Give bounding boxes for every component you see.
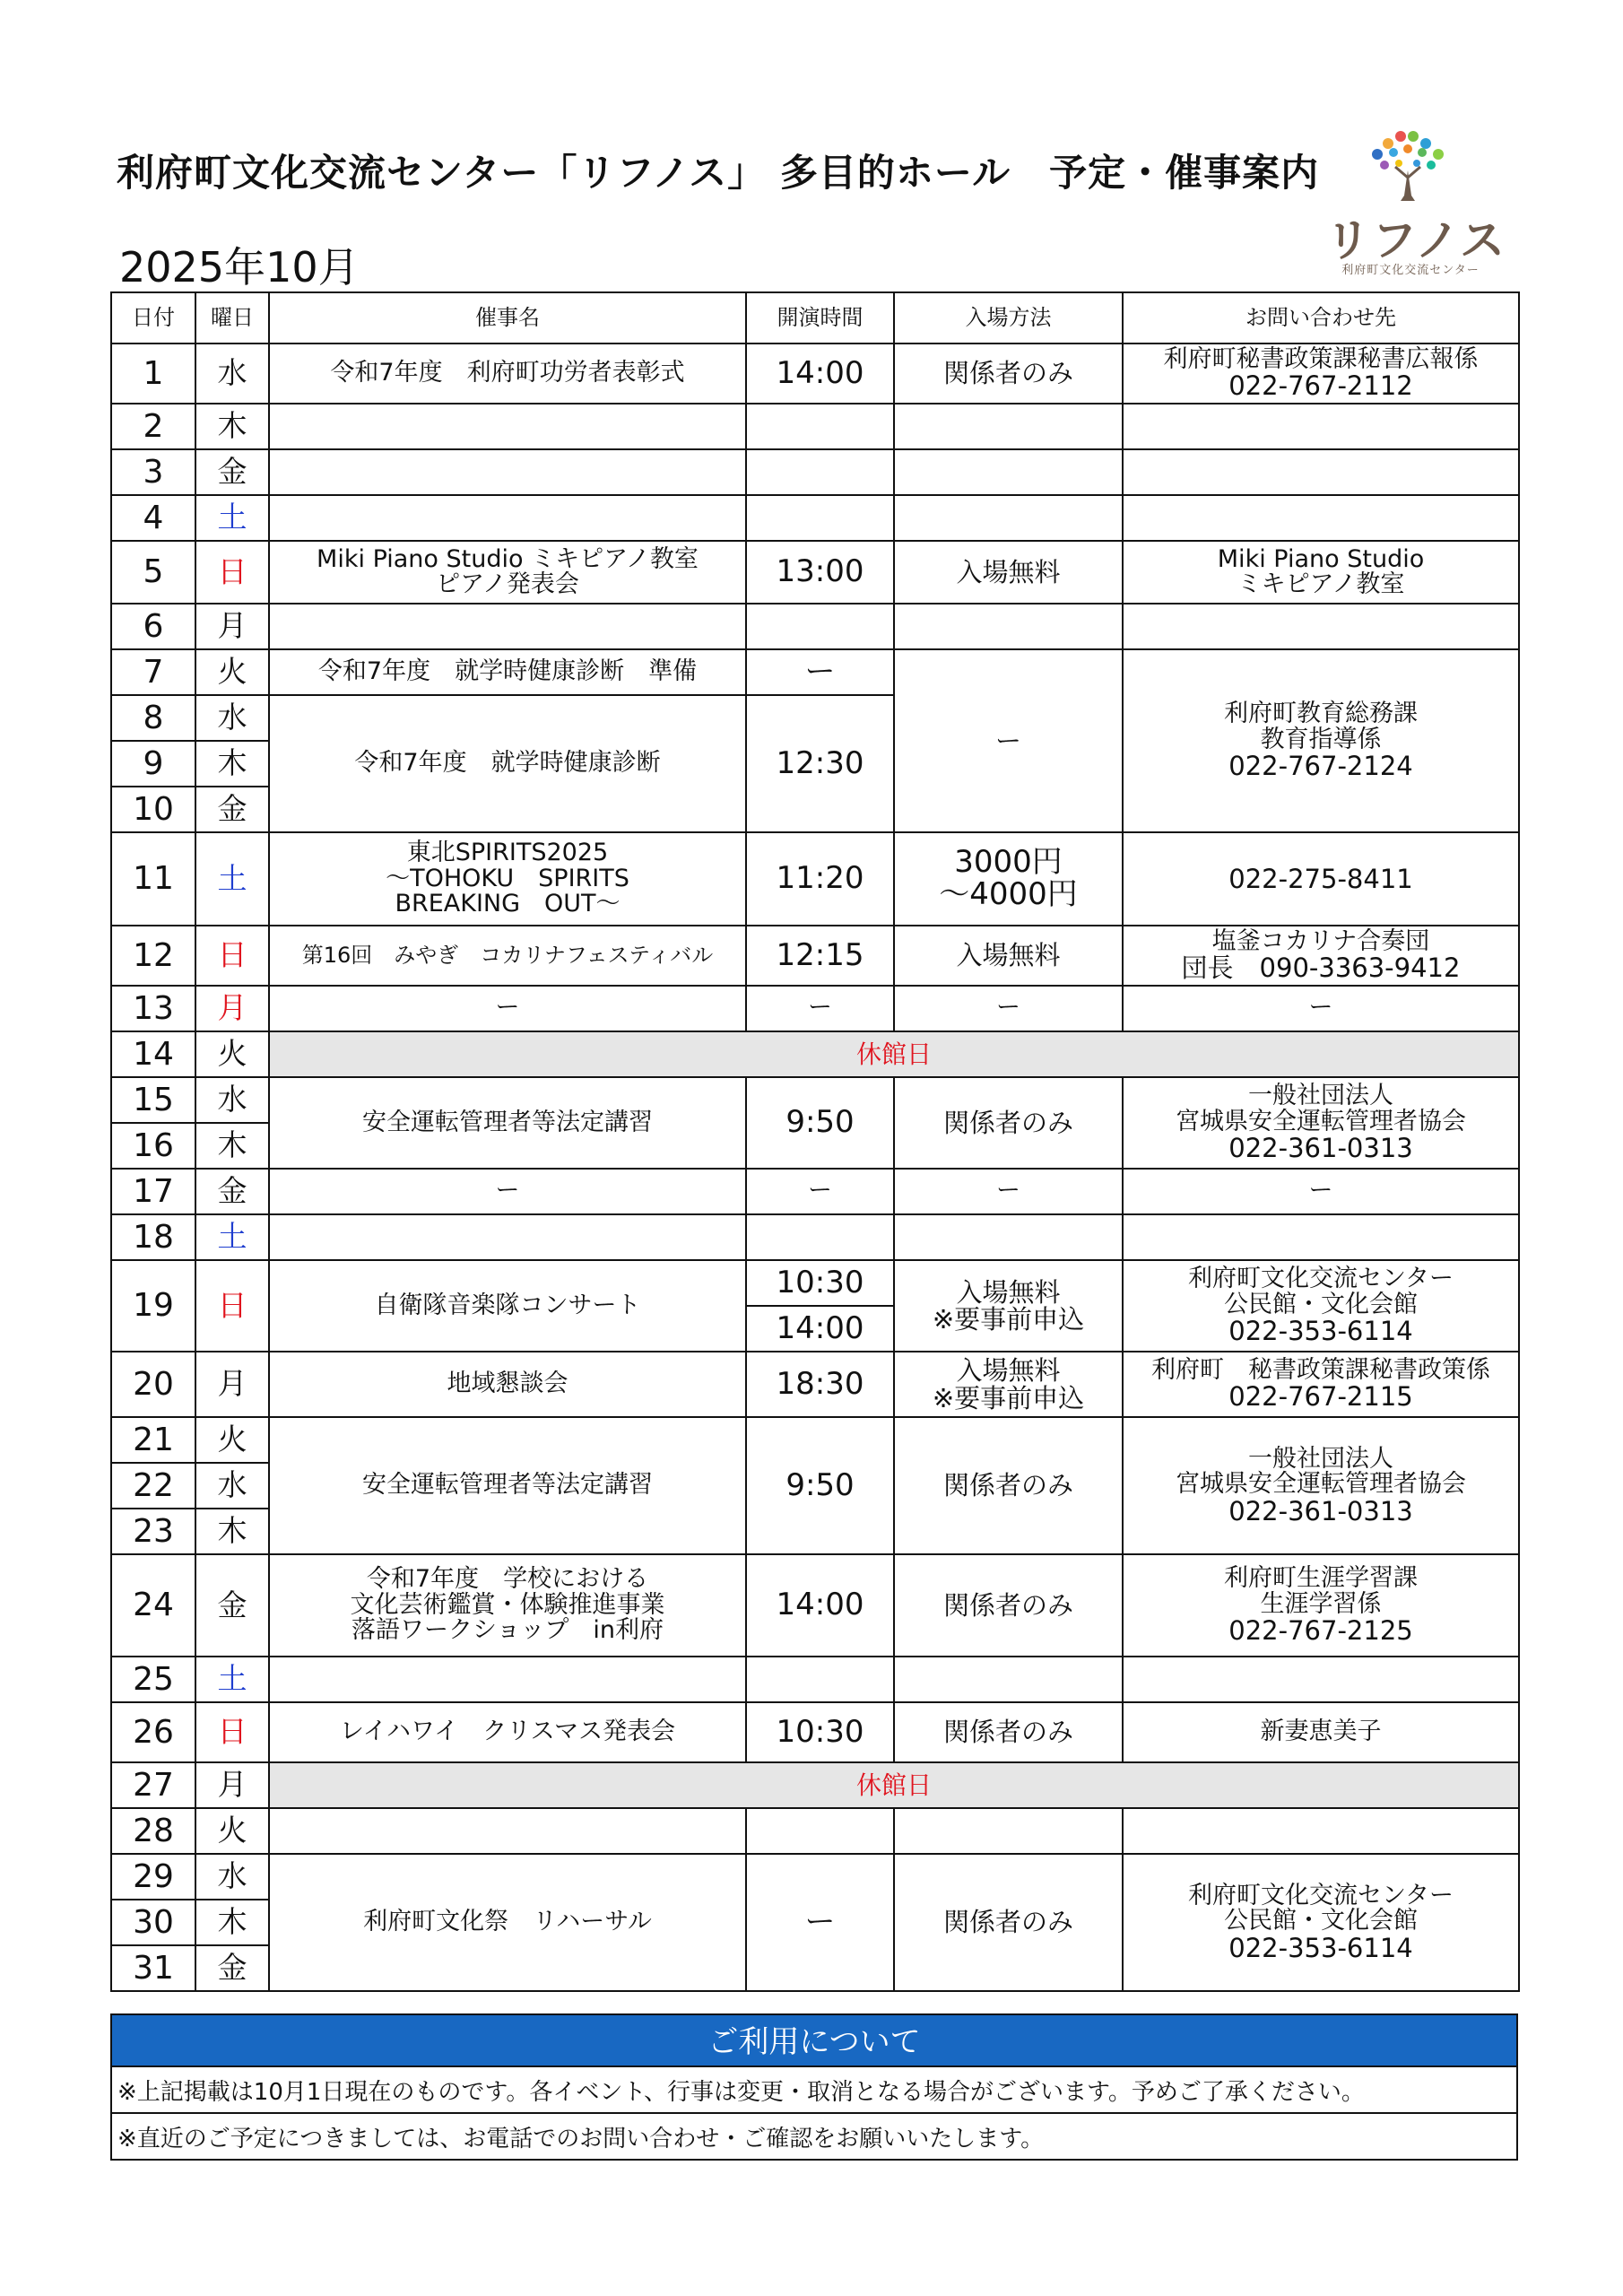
- day-number: 24: [111, 1554, 195, 1657]
- dash: ー: [269, 1169, 746, 1214]
- contact: 一般社団法人 宮城県安全運転管理者協会 022-361-0313: [1123, 1417, 1519, 1554]
- contact: 利府町教育総務課 教育指導係 022-767-2124: [1123, 649, 1519, 832]
- day-number: 2: [111, 404, 195, 449]
- dash: ー: [894, 986, 1123, 1031]
- table-row: [111, 926, 1519, 986]
- day-number: 28: [111, 1808, 195, 1854]
- contact: 塩釜コカリナ合奏団 団長 090-3363-9412: [1123, 926, 1519, 986]
- weekday: 金: [195, 449, 269, 495]
- month-label: 2025年10月: [119, 243, 360, 291]
- table-row: [111, 1417, 1519, 1463]
- event-name: Miki Piano Studio ミキピアノ教室 ピアノ発表会: [269, 541, 746, 604]
- table-row: [111, 1554, 1519, 1657]
- weekday: 土: [195, 832, 269, 926]
- day-number: 14: [111, 1031, 195, 1077]
- day-number: 19: [111, 1260, 195, 1352]
- day-number: 6: [111, 604, 195, 649]
- dash: ー: [269, 986, 746, 1031]
- col-entry: 入場方法: [894, 292, 1123, 344]
- weekday: 土: [195, 1657, 269, 1702]
- table-row: [111, 1077, 1519, 1123]
- table-row: [111, 404, 1519, 449]
- entry-method: ー: [894, 649, 1123, 832]
- entry-method: 関係者のみ: [894, 1854, 1123, 1991]
- table-header-row: [111, 292, 1519, 344]
- weekday: 水: [195, 695, 269, 741]
- dash: ー: [746, 986, 894, 1031]
- day-number: 4: [111, 495, 195, 541]
- weekday: 木: [195, 1509, 269, 1554]
- contact: 一般社団法人 宮城県安全運転管理者協会 022-361-0313: [1123, 1077, 1519, 1169]
- start-time: 9:50: [746, 1417, 894, 1554]
- table-row: [111, 344, 1519, 404]
- weekday: 金: [195, 787, 269, 832]
- entry-method: 入場無料 ※要事前申込: [894, 1260, 1123, 1352]
- contact: 新妻恵美子: [1123, 1702, 1519, 1762]
- weekday: 金: [195, 1945, 269, 1991]
- event-name: 令和7年度 就学時健康診断: [269, 695, 746, 832]
- event-name: 安全運転管理者等法定講習: [269, 1077, 746, 1169]
- day-number: 26: [111, 1702, 195, 1762]
- weekday: 木: [195, 1900, 269, 1945]
- table-row: [111, 604, 1519, 649]
- day-number: 1: [111, 344, 195, 404]
- start-time: 12:30: [746, 695, 894, 832]
- weekday: 木: [195, 404, 269, 449]
- page-title: 利府町文化交流センター「リフノス」 多目的ホール 予定・催事案内: [117, 151, 1320, 195]
- weekday: 火: [195, 1031, 269, 1077]
- start-time: ー: [746, 649, 894, 695]
- table-row: [111, 1762, 1519, 1808]
- logo-subtext: 利府町文化交流センター: [1341, 264, 1480, 277]
- event-name: 第16回 みやぎ コカリナフェスティバル: [269, 926, 746, 986]
- entry-method: 関係者のみ: [894, 1077, 1123, 1169]
- weekday: 日: [195, 926, 269, 986]
- day-number: 25: [111, 1657, 195, 1702]
- weekday: 水: [195, 1077, 269, 1123]
- table-row: [111, 495, 1519, 541]
- table-row: [111, 449, 1519, 495]
- col-time: 開演時間: [746, 292, 894, 344]
- contact: 利府町生涯学習課 生涯学習係 022-767-2125: [1123, 1554, 1519, 1657]
- start-time: 14:00: [746, 344, 894, 404]
- day-number: 29: [111, 1854, 195, 1900]
- weekday: 木: [195, 741, 269, 787]
- table-row: [111, 832, 1519, 926]
- entry-method: 関係者のみ: [894, 1702, 1123, 1762]
- contact: Miki Piano Studio ミキピアノ教室: [1123, 541, 1519, 604]
- weekday: 木: [195, 1123, 269, 1169]
- start-time: 18:30: [746, 1352, 894, 1417]
- table-row: [111, 1031, 1519, 1077]
- dash: ー: [894, 1169, 1123, 1214]
- day-number: 3: [111, 449, 195, 495]
- table-row: [111, 541, 1519, 604]
- dash: ー: [1123, 1169, 1519, 1214]
- day-number: 21: [111, 1417, 195, 1463]
- table-row: [111, 1169, 1519, 1214]
- day-number: 8: [111, 695, 195, 741]
- day-number: 17: [111, 1169, 195, 1214]
- entry-method: 関係者のみ: [894, 1554, 1123, 1657]
- day-number: 16: [111, 1123, 195, 1169]
- start-time: 14:00: [746, 1554, 894, 1657]
- table-row: [111, 1854, 1519, 1900]
- start-time: 10:30: [746, 1702, 894, 1762]
- entry-method: 関係者のみ: [894, 1417, 1123, 1554]
- entry-method: 3000円 ～4000円: [894, 832, 1123, 926]
- start-time: 12:15: [746, 926, 894, 986]
- day-number: 31: [111, 1945, 195, 1991]
- day-number: 10: [111, 787, 195, 832]
- col-date: 日付: [111, 292, 195, 344]
- entry-method: 入場無料: [894, 541, 1123, 604]
- entry-method: 入場無料 ※要事前申込: [894, 1352, 1123, 1417]
- event-name: 利府町文化祭 リハーサル: [269, 1854, 746, 1991]
- event-name: 地域懇談会: [269, 1352, 746, 1417]
- col-contact: お問い合わせ先: [1123, 292, 1519, 344]
- weekday: 金: [195, 1554, 269, 1657]
- weekday: 月: [195, 604, 269, 649]
- event-name: レイハワイ クリスマス発表会: [269, 1702, 746, 1762]
- start-time: 14:00: [746, 1306, 894, 1352]
- schedule-table: [110, 291, 1520, 1992]
- weekday: 火: [195, 1808, 269, 1854]
- day-number: 9: [111, 741, 195, 787]
- usage-heading: ご利用について: [110, 2013, 1518, 2067]
- day-number: 13: [111, 986, 195, 1031]
- weekday: 水: [195, 344, 269, 404]
- start-time: 10:30: [746, 1260, 894, 1306]
- event-name: 令和7年度 利府町功労者表彰式: [269, 344, 746, 404]
- day-number: 7: [111, 649, 195, 695]
- day-number: 22: [111, 1463, 195, 1509]
- weekday: 水: [195, 1854, 269, 1900]
- notice-2: ※直近のご予定につきましては、お電話でのお問い合わせ・ご確認をお願いいたします。: [110, 2114, 1518, 2161]
- start-time: 9:50: [746, 1077, 894, 1169]
- weekday: 月: [195, 1352, 269, 1417]
- weekday: 水: [195, 1463, 269, 1509]
- day-number: 15: [111, 1077, 195, 1123]
- contact: 利府町文化交流センター 公民館・文化会館 022-353-6114: [1123, 1260, 1519, 1352]
- day-number: 11: [111, 832, 195, 926]
- logo-text: リフノス: [1325, 214, 1506, 266]
- table-row: [111, 1702, 1519, 1762]
- weekday: 火: [195, 1417, 269, 1463]
- weekday: 月: [195, 986, 269, 1031]
- weekday: 日: [195, 541, 269, 604]
- start-time: 13:00: [746, 541, 894, 604]
- table-row: [111, 1352, 1519, 1417]
- entry-method: 関係者のみ: [894, 344, 1123, 404]
- weekday: 土: [195, 495, 269, 541]
- table-row: [111, 1260, 1519, 1306]
- weekday: 月: [195, 1762, 269, 1808]
- day-number: 27: [111, 1762, 195, 1808]
- dash: ー: [746, 1169, 894, 1214]
- table-row: [111, 649, 1519, 695]
- day-number: 5: [111, 541, 195, 604]
- contact: 利府町秘書政策課秘書広報係 022-767-2112: [1123, 344, 1519, 404]
- day-number: 30: [111, 1900, 195, 1945]
- table-row: [111, 986, 1519, 1031]
- closed-day: 休館日: [269, 1031, 1519, 1077]
- event-name: 安全運転管理者等法定講習: [269, 1417, 746, 1554]
- contact: 利府町 秘書政策課秘書政策係 022-767-2115: [1123, 1352, 1519, 1417]
- event-name: 令和7年度 就学時健康診断 準備: [269, 649, 746, 695]
- start-time: ー: [746, 1854, 894, 1991]
- col-event: 催事名: [269, 292, 746, 344]
- weekday: 日: [195, 1260, 269, 1352]
- dash: ー: [1123, 986, 1519, 1031]
- entry-method: 入場無料: [894, 926, 1123, 986]
- day-number: 23: [111, 1509, 195, 1554]
- closed-day: 休館日: [269, 1762, 1519, 1808]
- weekday: 日: [195, 1702, 269, 1762]
- table-row: [111, 1808, 1519, 1854]
- weekday: 金: [195, 1169, 269, 1214]
- table-row: [111, 1657, 1519, 1702]
- contact: 利府町文化交流センター 公民館・文化会館 022-353-6114: [1123, 1854, 1519, 1991]
- col-weekday: 曜日: [195, 292, 269, 344]
- day-number: 20: [111, 1352, 195, 1417]
- day-number: 12: [111, 926, 195, 986]
- day-number: 18: [111, 1214, 195, 1260]
- weekday: 土: [195, 1214, 269, 1260]
- weekday: 火: [195, 649, 269, 695]
- table-row: [111, 1214, 1519, 1260]
- notice-1: ※上記掲載は10月1日現在のものです。各イベント、行事は変更・取消となる場合がございます。予めご了承ください。: [110, 2067, 1518, 2114]
- contact: 022-275-8411: [1123, 832, 1519, 926]
- start-time: 11:20: [746, 832, 894, 926]
- event-name: 東北SPIRITS2025 ～TOHOKU SPIRITS BREAKING OUT～: [269, 832, 746, 926]
- event-name: 令和7年度 学校における 文化芸術鑑賞・体験推進事業 落語ワークショップ in利府: [269, 1554, 746, 1657]
- event-name: 自衛隊音楽隊コンサート: [269, 1260, 746, 1352]
